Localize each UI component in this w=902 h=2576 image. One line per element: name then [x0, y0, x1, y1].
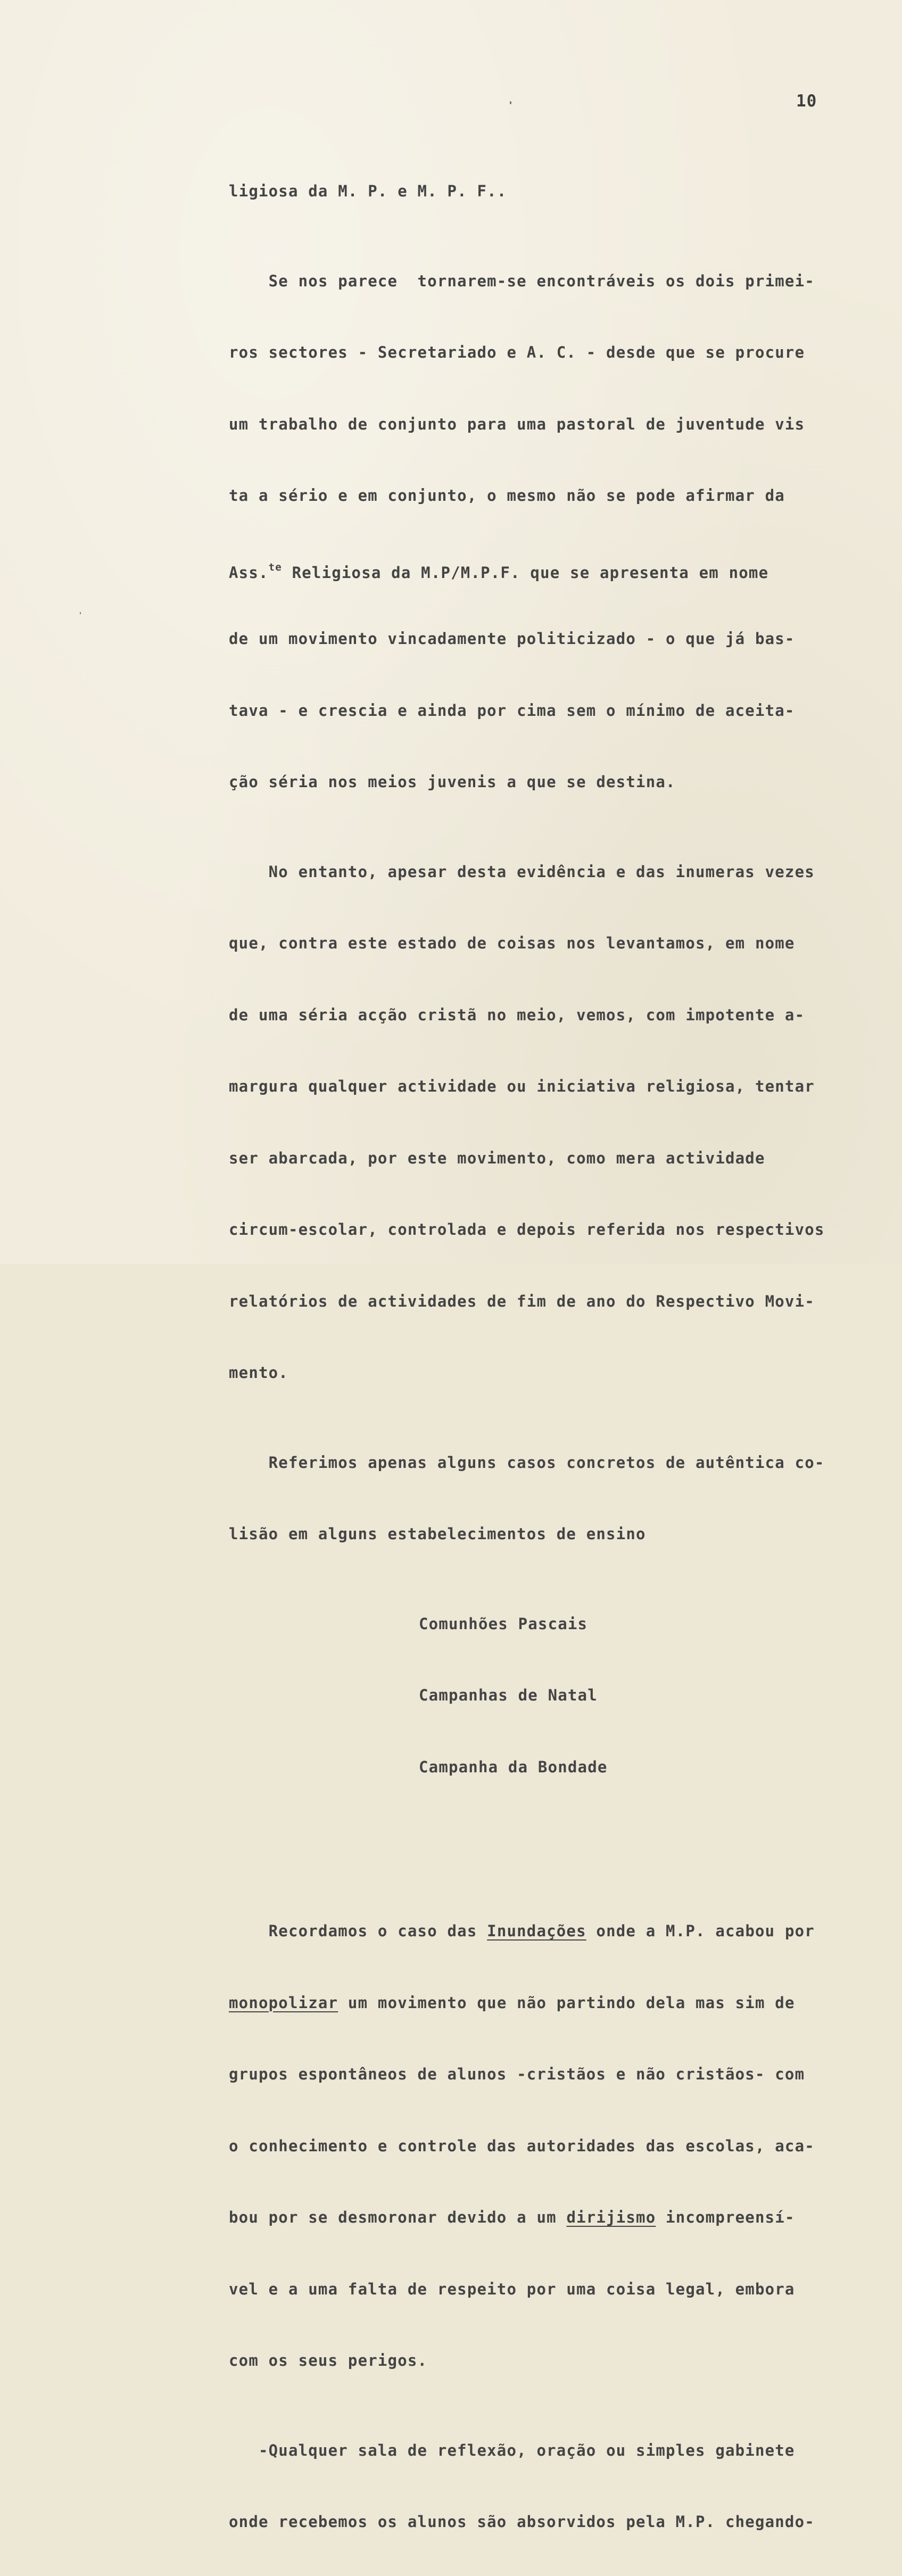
text-line: vel e a uma falta de respeito por uma coisa legal, embora	[229, 2280, 795, 2298]
text-line: mento.	[229, 1364, 288, 1382]
paper-speck	[510, 101, 511, 104]
text-line: margura qualquer actividade ou iniciativa religiosa, tentar	[229, 1077, 815, 1095]
spacer	[229, 1839, 889, 1859]
list-item: Comunhões Pascais	[419, 1614, 588, 1633]
text-line: monopolizar um movimento que não partindo dela mas sim de	[229, 1993, 795, 2012]
text-line: onde recebemos os alunos são absorvidos pela M.P. chegando-	[229, 2513, 815, 2531]
text-line: Referimos apenas alguns casos concretos de autêntica co-	[268, 1453, 825, 1472]
list-item: Campanha da Bondade	[419, 1757, 608, 1776]
typewritten-body	[229, 137, 889, 2576]
text-line: ta a sério e em conjunto, o mesmo não se pode afirmar da	[229, 486, 785, 505]
text-line: grupos espontâneos de alunos -cristãos e não cristãos- com	[229, 2065, 805, 2083]
text-line: ros sectores - Secretariado e A. C. - desde que se procure	[229, 343, 805, 361]
text-line: -Qualquer sala de reflexão, oração ou simples gabinete	[258, 2441, 795, 2459]
text-line: bou por se desmoronar devido a um dirijismo incompreensí-	[229, 2208, 795, 2226]
text-line: ção séria nos meios juvenis a que se destina.	[229, 773, 676, 791]
text-line: o conhecimento e controle das autoridades das escolas, aca-	[229, 2136, 815, 2155]
text-line: tava - e crescia e ainda por cima sem o mínimo de aceita-	[229, 701, 795, 720]
text-line: com os seus perigos.	[229, 2351, 428, 2369]
page-number: 10	[796, 92, 817, 111]
text-line: lisão em alguns estabelecimentos de ensino	[229, 1525, 646, 1543]
text-line: ser abarcada, por este movimento, como mera actividade	[229, 1149, 765, 1167]
text-line: circum-escolar, controlada e depois referida nos respectivos	[229, 1220, 825, 1239]
paper-speck	[80, 612, 81, 614]
text-line: Se nos parece tornarem-se encontráveis os dois primei-	[268, 271, 815, 290]
text-line: de um movimento vincadamente politicizado - o que já bas-	[229, 630, 795, 648]
text-line: ligiosa da M. P. e M. P. F..	[229, 182, 507, 200]
text-line: um trabalho de conjunto para uma pastoral de juventude vis	[229, 415, 805, 433]
text-line: Ass.$^{te}$ Religiosa da M.P/M.P.F. que se apresenta em nome	[229, 561, 769, 582]
text-line: que, contra este estado de coisas nos levantamos, em nome	[229, 934, 795, 952]
text-line: No entanto, apesar desta evidência e das inumeras vezes	[268, 862, 815, 881]
text-line: Recordamos o caso das Inundações onde a M.P. acabou por	[268, 1922, 815, 1940]
list-item: Campanhas de Natal	[419, 1686, 598, 1704]
text-line: relatórios de actividades de fim de ano do Respectivo Movi-	[229, 1292, 815, 1310]
text-line: de uma séria acção cristã no meio, vemos, com impotente a-	[229, 1005, 805, 1024]
